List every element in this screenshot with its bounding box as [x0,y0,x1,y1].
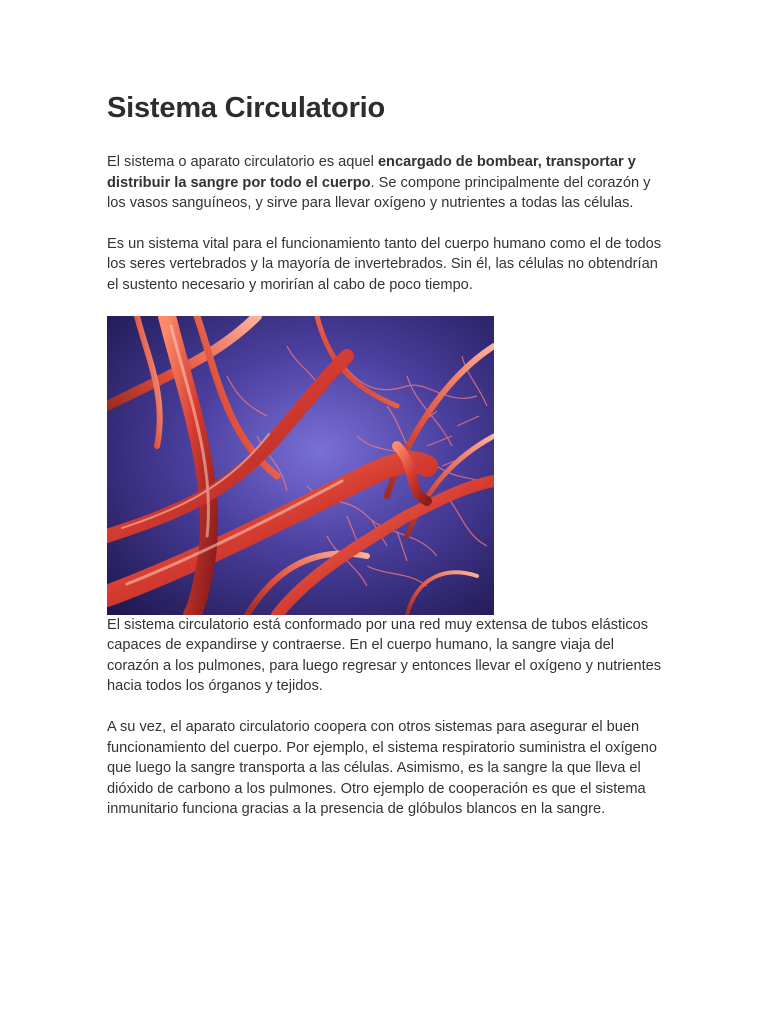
intro-text-bold: encargado de bombear, transportar y distribuir la sangre por todo el cuerpo [107,154,636,191]
intro-text-start: El sistema o aparato circulatorio es aquel [107,154,378,170]
vital-paragraph: Es un sistema vital para el funcionamiento tanto del cuerpo humano como el de todos los seres vertebrados y la mayoría de invertebrados. Sin él, las células no obtendrían el sustento necesario y morirían al cabo de poco tiempo. [107,235,662,293]
structure-paragraph: El sistema circulatorio está conformado por una red muy extensa de tubos elásticos capaces de expandirse y contraerse. En el cuerpo humano, la sangre viaja del corazón a los pulmones, para luego regresar y entonces llevar el oxígeno y nutrientes hacia todos los órganos y tejidos. [107,616,662,695]
article [107,88,667,820]
intro-text-end: . Se compone principalmente del corazón y los vasos sanguíneos, y sirve para llevar oxígeno y nutrientes a todas las células. [107,174,651,212]
intro-paragraph [107,152,667,214]
blood-vessels-image [107,316,494,615]
page-title: Sistema Circulatorio [107,92,386,124]
cooperation-paragraph: A su vez, el aparato circulatorio coopera con otros sistemas para asegurar el buen funcionamiento del cuerpo. Por ejemplo, el sistema respiratorio suministra el oxígeno que luego la sangre transporta a las células. Asimismo, es la sangre la que lleva el dióxido de carbono a los pulmones. Otro ejemplo de cooperación es que el sistema inmunitario funciona gracias a la presencia de glóbulos blancos en la sangre. [107,718,657,818]
